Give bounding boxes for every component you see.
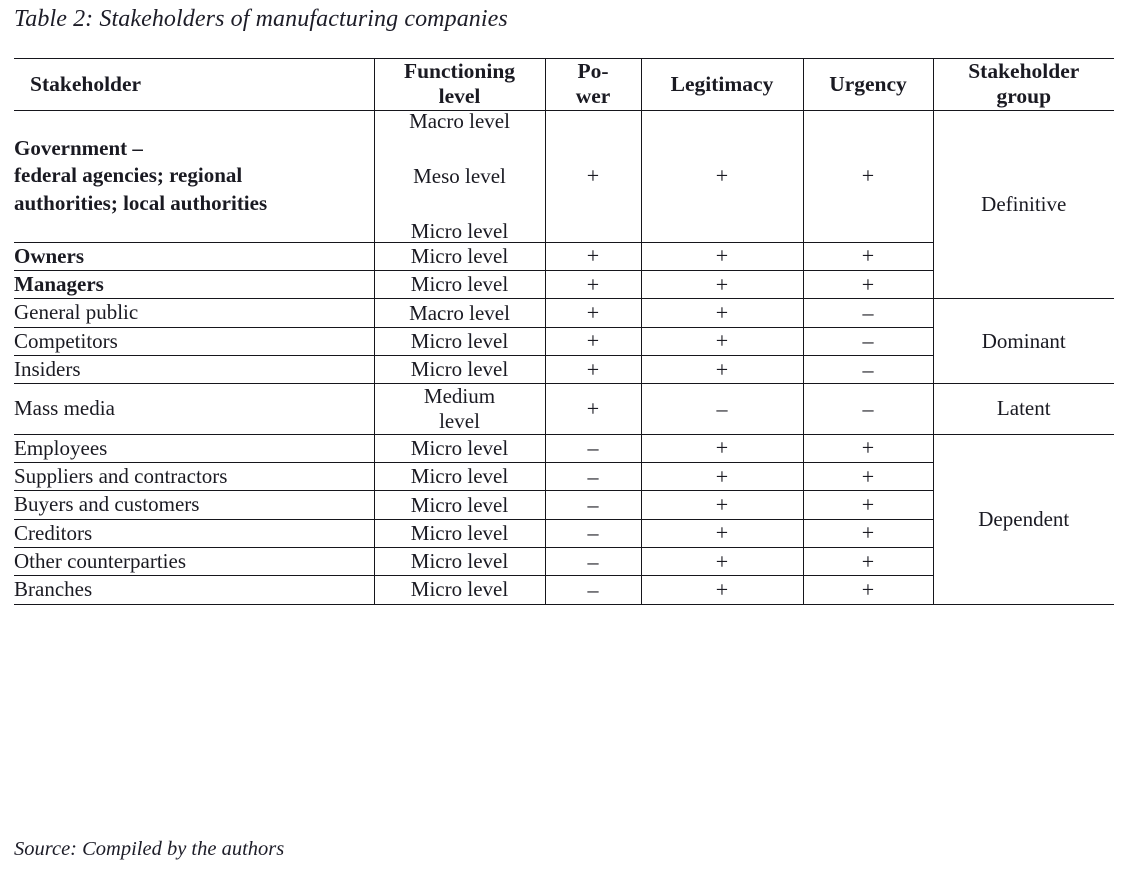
header-stakeholder: Stakeholder — [14, 59, 374, 111]
cell-urgency: + — [803, 463, 933, 491]
cell-stakeholder-general-public: General public — [14, 299, 374, 327]
cell-stakeholder-other-counterparties: Other counterparties — [14, 547, 374, 575]
header-row — [14, 59, 1114, 111]
header-stakeholder-group — [933, 59, 1114, 111]
level-micro: Micro level — [410, 218, 509, 243]
cell-urgency: – — [803, 299, 933, 327]
cell-level-government — [374, 110, 545, 242]
cell-power: + — [545, 242, 641, 270]
table-row — [14, 299, 1114, 327]
cell-power: + — [545, 327, 641, 355]
header-group-line1: Stakeholder — [968, 59, 1080, 83]
table-body — [14, 110, 1114, 604]
cell-group-definitive: Definitive — [933, 110, 1114, 299]
cell-level: Macro level — [374, 299, 545, 327]
cell-level: Micro level — [374, 491, 545, 519]
cell-legitimacy: + — [641, 271, 803, 299]
header-power-line1: Po- — [577, 59, 609, 83]
cell-urgency: – — [803, 355, 933, 383]
government-line1: Government – — [14, 135, 143, 160]
stakeholders-table — [14, 58, 1114, 605]
cell-level: Micro level — [374, 463, 545, 491]
cell-legitimacy: + — [641, 576, 803, 604]
cell-level: Micro level — [374, 547, 545, 575]
cell-power: – — [545, 434, 641, 462]
cell-urgency: + — [803, 271, 933, 299]
cell-power: – — [545, 519, 641, 547]
header-power-line2: wer — [575, 84, 611, 109]
cell-stakeholder-creditors: Creditors — [14, 519, 374, 547]
cell-level: Micro level — [374, 327, 545, 355]
cell-stakeholder-branches: Branches — [14, 576, 374, 604]
source-note: Source: Compiled by the authors — [14, 838, 285, 860]
cell-urgency: + — [803, 547, 933, 575]
table-header — [14, 59, 1114, 111]
cell-legitimacy: + — [641, 299, 803, 327]
level-macro: Macro level — [409, 108, 510, 133]
header-group-line2: group — [996, 84, 1052, 109]
header-legitimacy: Legitimacy — [641, 59, 803, 111]
cell-urgency: + — [803, 110, 933, 242]
government-line3: authorities; local authorities — [14, 191, 268, 216]
cell-power: + — [545, 355, 641, 383]
header-functioning-level-line2: level — [438, 84, 481, 109]
cell-legitimacy: + — [641, 463, 803, 491]
cell-legitimacy: + — [641, 242, 803, 270]
level-line1: Medium — [423, 384, 496, 409]
cell-legitimacy: + — [641, 547, 803, 575]
cell-stakeholder-managers: Managers — [14, 271, 374, 299]
cell-group-dependent: Dependent — [933, 434, 1114, 604]
cell-stakeholder-government — [14, 110, 374, 242]
cell-level: Micro level — [374, 271, 545, 299]
cell-level: Micro level — [374, 434, 545, 462]
cell-stakeholder-mass-media: Mass media — [14, 384, 374, 435]
cell-stakeholder-competitors: Competitors — [14, 327, 374, 355]
header-functioning-level-line1: Functioning — [403, 59, 516, 83]
cell-power: – — [545, 547, 641, 575]
cell-level: Micro level — [374, 355, 545, 383]
cell-power: – — [545, 463, 641, 491]
level-line2: level — [439, 408, 480, 433]
header-functioning-level — [374, 59, 545, 111]
cell-stakeholder-employees: Employees — [14, 434, 374, 462]
cell-level: Micro level — [374, 519, 545, 547]
cell-urgency: – — [803, 384, 933, 435]
cell-level-mass-media — [374, 384, 545, 435]
table-caption: Table 2: Stakeholders of manufacturing companies — [14, 6, 508, 32]
cell-urgency: + — [803, 491, 933, 519]
cell-power: – — [545, 576, 641, 604]
cell-power: + — [545, 110, 641, 242]
table-row — [14, 434, 1114, 462]
cell-legitimacy: + — [641, 519, 803, 547]
cell-level: Micro level — [374, 576, 545, 604]
cell-power: – — [545, 491, 641, 519]
level-meso: Meso level — [413, 163, 506, 188]
cell-group-dominant: Dominant — [933, 299, 1114, 384]
cell-stakeholder-suppliers: Suppliers and contractors — [14, 463, 374, 491]
cell-urgency: + — [803, 242, 933, 270]
stakeholders-table-container — [14, 58, 1114, 605]
cell-power: + — [545, 384, 641, 435]
cell-power: + — [545, 271, 641, 299]
header-urgency: Urgency — [803, 59, 933, 111]
table-row — [14, 384, 1114, 435]
header-power — [545, 59, 641, 111]
cell-stakeholder-owners: Owners — [14, 242, 374, 270]
cell-legitimacy: + — [641, 110, 803, 242]
cell-legitimacy: + — [641, 327, 803, 355]
cell-urgency: – — [803, 327, 933, 355]
cell-legitimacy: + — [641, 491, 803, 519]
table-row — [14, 110, 1114, 242]
government-line2: federal agencies; regional — [14, 163, 243, 188]
cell-legitimacy: – — [641, 384, 803, 435]
cell-urgency: + — [803, 576, 933, 604]
cell-urgency: + — [803, 519, 933, 547]
cell-power: + — [545, 299, 641, 327]
cell-group-latent: Latent — [933, 384, 1114, 435]
cell-legitimacy: + — [641, 434, 803, 462]
cell-level: Micro level — [374, 242, 545, 270]
cell-stakeholder-buyers: Buyers and customers — [14, 491, 374, 519]
cell-stakeholder-insiders: Insiders — [14, 355, 374, 383]
cell-legitimacy: + — [641, 355, 803, 383]
cell-urgency: + — [803, 434, 933, 462]
